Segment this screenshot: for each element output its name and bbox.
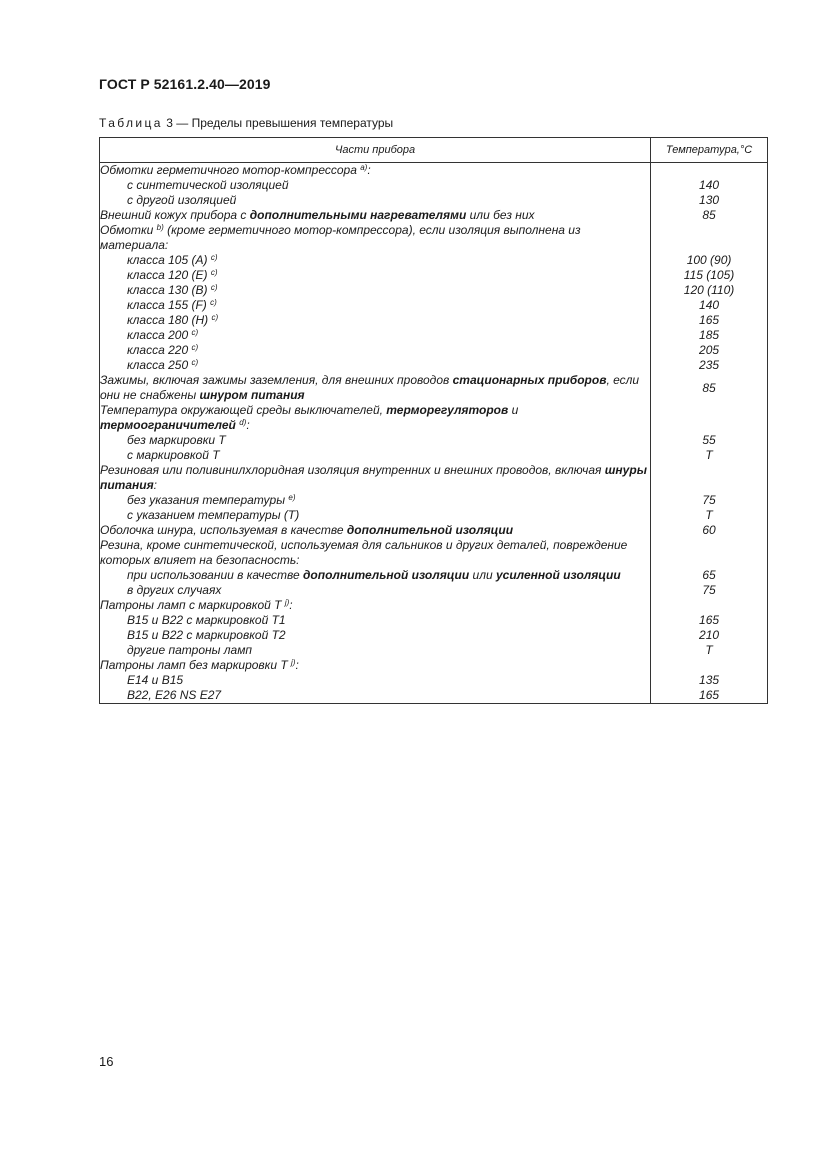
table-row: [100, 178, 768, 193]
part-text: класса 130 (B): [127, 283, 211, 297]
part-cell: [100, 403, 651, 433]
part-cell: [100, 433, 651, 448]
part-cell: [100, 268, 651, 283]
part-text: B15 и B22 с маркировкой T1: [127, 613, 286, 627]
part-cell: [100, 538, 651, 568]
part-text: с указанием температуры (T): [127, 508, 300, 522]
temperature-cell: 165: [651, 688, 768, 704]
table-header-row: [100, 138, 768, 163]
table-row: [100, 298, 768, 313]
temperature-limits-table: [99, 137, 768, 704]
part-text: :: [367, 163, 371, 177]
part-cell: [100, 358, 651, 373]
part-text: класса 250: [127, 358, 192, 372]
table-row: [100, 313, 768, 328]
part-text: без маркировки T: [127, 433, 226, 447]
part-text: с другой изоляцией: [127, 193, 237, 207]
part-cell: [100, 178, 651, 193]
table-row: [100, 583, 768, 598]
temperature-cell: 235: [651, 358, 768, 373]
footnote-marker: a): [360, 163, 368, 172]
part-text: Патроны ламп с маркировкой T: [100, 598, 285, 612]
table-row: [100, 223, 768, 253]
page-number: 16: [99, 1054, 114, 1069]
part-text: класса 155 (F): [127, 298, 211, 312]
defined-term: шнуром питания: [199, 388, 305, 402]
table-row: [100, 328, 768, 343]
part-cell: [100, 253, 651, 268]
temperature-cell: 140: [651, 178, 768, 193]
table-row: [100, 253, 768, 268]
defined-term: шнуры питания: [100, 463, 647, 492]
footnote-marker: c): [210, 298, 217, 307]
table-row: [100, 508, 768, 523]
temperature-cell: [651, 403, 768, 433]
temperature-cell: [651, 658, 768, 673]
temperature-cell: 100 (90): [651, 253, 768, 268]
table-row: [100, 688, 768, 704]
table-row: [100, 568, 768, 583]
table-row: [100, 403, 768, 433]
part-cell: [100, 193, 651, 208]
temperature-cell: [651, 598, 768, 613]
part-text: Патроны ламп без маркировки T: [100, 658, 292, 672]
defined-term: дополнительной изоляции: [346, 523, 514, 537]
footnote-marker: c): [191, 358, 199, 367]
table-row: [100, 433, 768, 448]
part-text: B22, E26 NS E27: [127, 688, 222, 702]
footnote-marker: j): [284, 598, 290, 607]
temperature-cell: 60: [651, 523, 768, 538]
part-text: или без них: [466, 208, 535, 222]
part-cell: [100, 673, 651, 688]
part-cell: [100, 643, 651, 658]
part-text: с маркировкой T: [127, 448, 220, 462]
part-text: класса 180 (H): [127, 313, 212, 327]
temperature-cell: 75: [651, 493, 768, 508]
footnote-marker: c): [210, 283, 218, 292]
temperature-cell: 115 (105): [651, 268, 768, 283]
part-text: с синтетической изоляцией: [127, 178, 289, 192]
table-row: [100, 538, 768, 568]
table-row: [100, 208, 768, 223]
part-text: и: [508, 403, 519, 417]
table-row: [100, 628, 768, 643]
part-cell: [100, 568, 651, 583]
part-text: Резиновая или поливинилхлоридная изоляция внутренних и внешних проводов, включая: [100, 463, 605, 477]
temperature-cell: 120 (110): [651, 283, 768, 298]
part-text: другие патроны ламп: [127, 643, 253, 657]
table-caption: [99, 116, 393, 130]
table-caption-label: Таблица: [99, 116, 163, 130]
temperature-cell: 75: [651, 583, 768, 598]
table-row: [100, 493, 768, 508]
part-cell: [100, 328, 651, 343]
part-cell: [100, 463, 651, 493]
table-row: [100, 193, 768, 208]
part-cell: [100, 583, 651, 598]
part-text: Резина, кроме синтетической, используемая для сальников и других деталей, повреждение которых влияет на безопасность:: [100, 538, 628, 567]
temperature-cell: 130: [651, 193, 768, 208]
part-text: Оболочка шнура, используемая в качестве: [100, 523, 347, 537]
temperature-cell: [651, 538, 768, 568]
part-cell: [100, 613, 651, 628]
part-cell: [100, 298, 651, 313]
table-row: [100, 268, 768, 283]
table-row: [100, 163, 768, 179]
defined-term: дополнительной изоляции: [303, 568, 470, 582]
footnote-marker: d): [239, 418, 247, 427]
temperature-cell: 165: [651, 613, 768, 628]
temperature-cell: [651, 463, 768, 493]
temperature-cell: 140: [651, 298, 768, 313]
table-row: [100, 358, 768, 373]
table-body: [100, 163, 768, 704]
footnote-marker: c): [191, 343, 199, 352]
footnote-marker: c): [210, 268, 218, 277]
part-cell: [100, 343, 651, 358]
part-text: без указания температуры: [127, 493, 289, 507]
table-caption-number: 3: [166, 116, 173, 130]
defined-term: усиленной изоляции: [496, 568, 621, 582]
part-text: Обмотки герметичного мотор-компрессора: [100, 163, 361, 177]
column-header-parts: Части прибора: [100, 138, 651, 163]
temperature-cell: 135: [651, 673, 768, 688]
table-row: [100, 598, 768, 613]
part-text: класса 120 (E): [127, 268, 211, 282]
table-row: [100, 523, 768, 538]
part-text: Внешний кожух прибора с: [100, 208, 250, 222]
part-text: класса 200: [127, 328, 192, 342]
footnote-marker: e): [288, 493, 296, 502]
table-row: [100, 643, 768, 658]
footnote-marker: b): [156, 223, 164, 232]
part-cell: [100, 523, 651, 538]
table-row: [100, 373, 768, 403]
footnote-marker: c): [191, 328, 199, 337]
temperature-cell: 205: [651, 343, 768, 358]
part-text: или: [469, 568, 496, 582]
part-cell: [100, 508, 651, 523]
part-text: E14 и B15: [127, 673, 184, 687]
part-text: (кроме герметичного мотор-компрессора), если изоляция выполнена из материала:: [100, 223, 581, 252]
temperature-cell: [651, 223, 768, 253]
part-text: при использовании в качестве: [127, 568, 304, 582]
part-cell: [100, 598, 651, 613]
table-row: [100, 463, 768, 493]
part-text: :: [289, 598, 293, 612]
table-row: [100, 448, 768, 463]
temperature-cell: 210: [651, 628, 768, 643]
part-text: Температура окружающей среды выключателей,: [100, 403, 387, 417]
table-row: [100, 343, 768, 358]
part-text: B15 и B22 с маркировкой T2: [127, 628, 286, 642]
part-text: Обмотки: [100, 223, 157, 237]
defined-term: терморегуляторов: [386, 403, 509, 417]
temperature-cell: 65: [651, 568, 768, 583]
table-row: [100, 283, 768, 298]
part-cell: [100, 163, 651, 179]
part-cell: [100, 373, 651, 403]
temperature-cell: 85: [651, 208, 768, 223]
temperature-cell: 185: [651, 328, 768, 343]
table-row: [100, 613, 768, 628]
part-cell: [100, 688, 651, 704]
temperature-cell: 85: [651, 373, 768, 403]
part-cell: [100, 223, 651, 253]
part-text: :: [295, 658, 299, 672]
temperature-cell: 55: [651, 433, 768, 448]
part-cell: [100, 493, 651, 508]
part-text: , если они не снабжены: [100, 373, 640, 402]
part-text: класса 220: [127, 343, 192, 357]
footnote-marker: c): [211, 313, 219, 322]
table-row: [100, 673, 768, 688]
footnote-marker: c): [210, 253, 218, 262]
temperature-cell: 165: [651, 313, 768, 328]
temperature-cell: T: [651, 448, 768, 463]
document-code: ГОСТ Р 52161.2.40—2019: [99, 76, 271, 92]
part-cell: [100, 208, 651, 223]
temperature-cell: T: [651, 508, 768, 523]
part-text: :: [246, 418, 250, 432]
part-text: в других случаях: [127, 583, 222, 597]
temperature-cell: [651, 163, 768, 179]
temperature-cell: T: [651, 643, 768, 658]
part-cell: [100, 628, 651, 643]
defined-term: стационарных приборов: [452, 373, 607, 387]
table-caption-title: — Пределы превышения температуры: [176, 116, 394, 130]
part-text: :: [153, 478, 157, 492]
part-cell: [100, 448, 651, 463]
column-header-temperature: Температура,°С: [651, 138, 768, 163]
defined-term: дополнительными нагревателями: [249, 208, 467, 222]
footnote-marker: j): [291, 658, 296, 667]
table-row: [100, 658, 768, 673]
part-cell: [100, 313, 651, 328]
part-text: Зажимы, включая зажимы заземления, для внешних проводов: [100, 373, 453, 387]
part-cell: [100, 283, 651, 298]
part-cell: [100, 658, 651, 673]
part-text: класса 105 (A): [127, 253, 211, 267]
defined-term: термоограничителей: [100, 418, 236, 432]
